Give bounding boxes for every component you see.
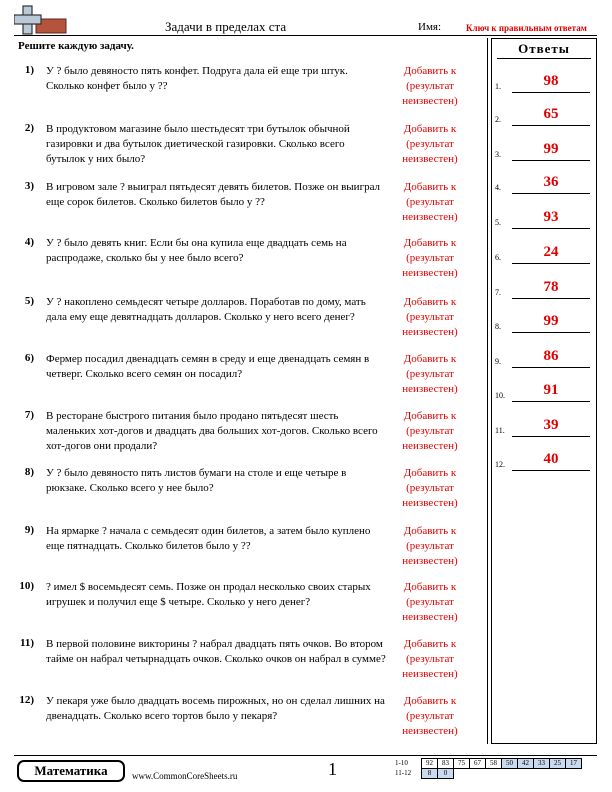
answer-number: 7.: [495, 288, 501, 297]
answer-number: 2.: [495, 115, 501, 124]
answer-number: 1.: [495, 82, 501, 91]
problem-number: 3): [24, 180, 34, 192]
score-cell: 75: [454, 759, 470, 769]
answer-line: [512, 263, 590, 264]
answer-number: 10.: [495, 391, 505, 400]
answer-number: 9.: [495, 357, 501, 366]
score-cell: 0: [438, 769, 454, 779]
panel-divider: [487, 38, 488, 744]
header-divider: [14, 35, 597, 36]
answer-number: 8.: [495, 322, 501, 331]
score-cell: 33: [534, 759, 550, 769]
problem-number: 12): [19, 694, 34, 706]
answer-value: 93: [543, 209, 559, 225]
problem-number: 5): [24, 295, 34, 307]
problem-type-hint: Добавить к (результат неизвестен): [402, 123, 458, 165]
answer-value: 36: [543, 174, 559, 190]
problem-text: У пекаря уже было двадцать восемь пирожных, но он сделал лишних на двенадцать. Сколько всего тортов было у пекаря?: [46, 695, 385, 722]
score-row: [395, 769, 582, 779]
problem-text: В продуктовом магазине было шестьдесят три бутылок обычной газировки и два бутылок диетической газировки. Сколько всего бутылок у них было?: [46, 123, 350, 165]
score-cell: 50: [502, 759, 518, 769]
answer-line: [512, 92, 590, 93]
answer-number: 11.: [495, 426, 505, 435]
problem-number: 9): [24, 524, 34, 536]
problem-number: 4): [24, 236, 34, 248]
score-cell: 92: [422, 759, 438, 769]
answers-title: Ответы: [518, 41, 570, 56]
score-cell: 83: [438, 759, 454, 769]
problem-number: 2): [24, 122, 34, 134]
answer-line: [512, 367, 590, 368]
answer-line: [512, 470, 590, 471]
answer-value: 78: [543, 279, 559, 295]
problem-text: У ? было девять книг. Если бы она купила еще двадцать семь на распродаже, сколько бы у нее было всего?: [46, 237, 347, 264]
score-cell: 67: [470, 759, 486, 769]
score-cell: 25: [550, 759, 566, 769]
answer-line: [512, 193, 590, 194]
problem-text: У ? накоплено семьдесят четыре долларов. Поработав по дому, мать дала ему еще девятнадцать долларов. Сколько у него всего денег?: [46, 296, 366, 323]
problem-type-hint: Добавить к (результат неизвестен): [402, 353, 458, 395]
answer-line: [512, 298, 590, 299]
problem-text: В игровом зале ? выиграл пятьдесят девять билетов. Позже он выиграл еще сорок билетов. Сколько билетов было у ??: [46, 181, 381, 208]
problem-number: 8): [24, 466, 34, 478]
answer-line: [512, 436, 590, 437]
problem-text: У ? было девяносто пять листов бумаги на столе и еще четыре в рюкзаке. Сколько всего у нее было?: [46, 467, 347, 494]
problem-type-hint: Добавить к (результат неизвестен): [402, 638, 458, 680]
score-cell: 8: [422, 769, 438, 779]
problem-type-hint: Добавить к (результат неизвестен): [402, 296, 458, 338]
problem-type-hint: Добавить к (результат неизвестен): [402, 525, 458, 567]
problem-number: 7): [24, 409, 34, 421]
problem-number: 11): [19, 637, 34, 649]
answer-line: [512, 401, 590, 402]
footer-divider: [14, 755, 597, 756]
problem-text: ? имел $ восемьдесят семь. Позже он продал несколько своих старых игрушек и получил еще $ четыре. Сколько у него денег?: [46, 581, 371, 608]
answer-value: 65: [543, 106, 559, 122]
score-row-label: 1-10: [395, 759, 408, 767]
answer-line: [512, 228, 590, 229]
score-row: [395, 759, 582, 769]
problem-text: В ресторане быстрого питания было продано пятьдесят шесть маленьких хот-догов и двадцать два больших хот-догов. Сколько всего хот-догов они продали?: [46, 410, 378, 452]
problem-number: 6): [24, 352, 34, 364]
problem-type-hint: Добавить к (результат неизвестен): [402, 410, 458, 452]
answer-value: 91: [543, 382, 559, 398]
score-row-label: 11-12: [395, 769, 412, 777]
answer-number: 3.: [495, 150, 501, 159]
problem-number: 10): [19, 580, 34, 592]
problem-type-hint: Добавить к (результат неизвестен): [402, 65, 458, 107]
problem-number: 1): [24, 64, 34, 76]
problem-type-hint: Добавить к (результат неизвестен): [402, 467, 458, 509]
brand-badge: Математика: [17, 760, 125, 782]
answer-value: 24: [543, 244, 559, 260]
page-number: 1: [328, 759, 337, 779]
answer-value: 39: [543, 417, 559, 433]
problem-type-hint: Добавить к (результат неизвестен): [402, 237, 458, 279]
answer-number: 12.: [495, 460, 505, 469]
answer-number: 4.: [495, 183, 501, 192]
answer-key-label: Ключ к правильным ответам: [466, 23, 587, 33]
score-cell: 17: [566, 759, 582, 769]
plus-minus-logo-icon: [14, 5, 70, 37]
name-label: Имя:: [418, 21, 442, 33]
answer-line: [512, 125, 590, 126]
answers-title-underline: [497, 58, 591, 59]
score-cell: 42: [518, 759, 534, 769]
problem-text: Фермер посадил двенадцать семян в среду и еще двенадцать семян в четверг. Сколько всего семян он посадил?: [46, 353, 370, 380]
answer-number: 5.: [495, 218, 501, 227]
instructions: Решите каждую задачу.: [18, 40, 134, 52]
problem-type-hint: Добавить к (результат неизвестен): [402, 695, 458, 737]
answer-value: 99: [543, 141, 559, 157]
answer-value: 99: [543, 313, 559, 329]
problem-text: В первой половине викторины ? набрал двадцать пять очков. Во втором тайме он набрал четырнадцать очков. Сколько очков он набрал в сумме?: [46, 638, 386, 665]
answer-number: 6.: [495, 253, 501, 262]
answer-line: [512, 332, 590, 333]
problem-type-hint: Добавить к (результат неизвестен): [402, 181, 458, 223]
problem-type-hint: Добавить к (результат неизвестен): [402, 581, 458, 623]
worksheet-title: Задачи в пределах ста: [165, 19, 287, 34]
site-url: www.CommonCoreSheets.ru: [132, 771, 238, 781]
answer-value: 98: [543, 73, 559, 89]
score-table: [395, 758, 582, 779]
answer-value: 40: [543, 451, 559, 467]
score-cell: 58: [486, 759, 502, 769]
problem-text: На ярмарке ? начала с семьдесят один билетов, а затем было куплено еще пятнадцать. Сколько билетов было у ??: [46, 525, 371, 552]
answer-value: 86: [543, 348, 559, 364]
problem-text: У ? было девяносто пять конфет. Подруга дала ей еще три штук. Сколько конфет было у ??: [46, 65, 348, 92]
answer-line: [512, 160, 590, 161]
